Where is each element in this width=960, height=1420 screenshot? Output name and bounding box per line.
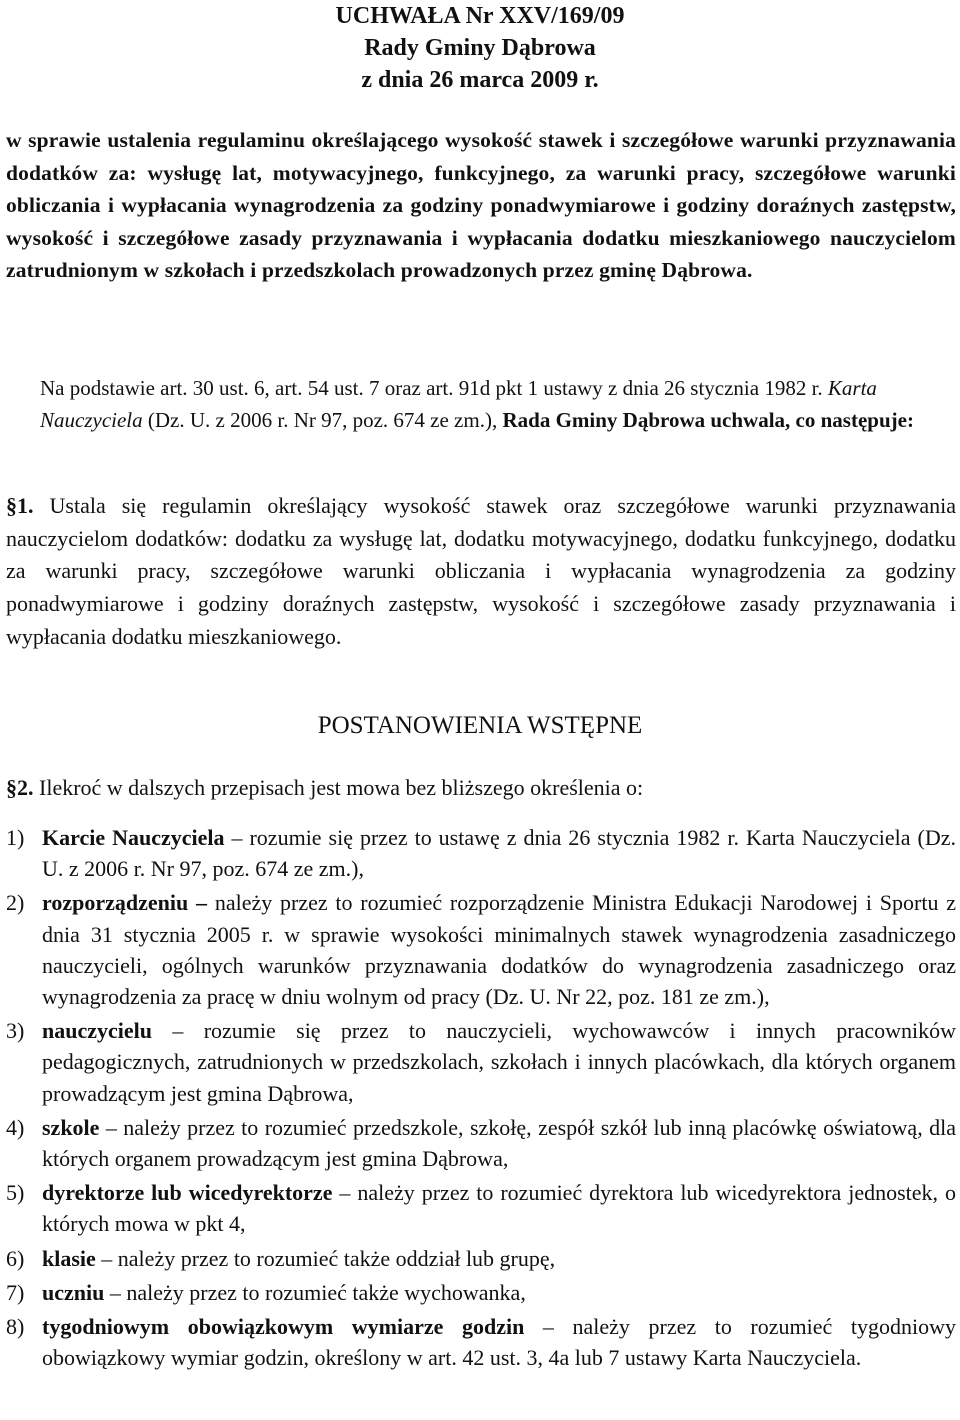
council-name: Rady Gminy Dąbrowa	[364, 35, 596, 61]
definition-text: – należy przez to rozumieć także wychowanka,	[104, 1279, 526, 1305]
list-item-number: 2)	[6, 890, 25, 916]
paragraph-1	[6, 490, 956, 654]
list-item	[6, 1177, 956, 1239]
list-item-number: 5)	[6, 1180, 25, 1206]
definition-text: – należy przez to rozumieć dyrektora lub wicedyrektora jednostek, o których mowa w pkt 4,	[42, 1180, 957, 1237]
definition-term: klasie	[42, 1245, 96, 1271]
document-header	[0, 0, 960, 96]
legal-basis-part2: (Dz. U. z 2006 r. Nr 97, poz. 674 ze zm.),	[142, 408, 503, 432]
definition-text: – należy przez to rozumieć przedszkole, szkołę, zespół szkół lub inną placówkę oświatową, dla których organem prowadzącym jest gmina Dąbrowa,	[42, 1114, 956, 1172]
definition-text: – rozumie się przez to nauczycieli, wychowawców i innych pracowników pedagogicznych, zatrudnionych w przedszkolach, szkołach i innych placówkach, dla których organem prowadzącym jest gmina Dąbrowa,	[42, 1018, 956, 1106]
definition-text: należy przez to rozumieć rozporządzenie Ministra Edukacji Narodowej i Sportu z dnia 31 stycznia 2005 r. w sprawie wysokości minimalnych stawek wynagrodzenia zasadniczego nauczycieli, ogólnych warunków przyznawania dodatków do wynagrodzenia zasadniczego oraz wynagrodzenia za pracę w dniu wolnym od pracy (Dz. U. Nr 22, poz. 181 ze zm.),	[42, 890, 956, 1010]
definition-text: – należy przez to rozumieć tygodniowy obowiązkowy wymiar godzin, określony w art. 42 ust. 3, 4a lub 7 ustawy Karta Nauczyciela.	[42, 1314, 956, 1371]
list-item-number: 3)	[6, 1018, 25, 1044]
list-item	[6, 1277, 956, 1308]
legal-basis-part1: Na podstawie art. 30 ust. 6, art. 54 ust. 7 oraz art. 91d pkt 1 ustawy z dnia 26 stycznia 1982 r.	[40, 376, 828, 400]
definition-term: uczniu	[42, 1279, 105, 1305]
list-item-number: 7)	[6, 1279, 25, 1305]
list-item	[6, 1015, 956, 1109]
list-item-body	[42, 1015, 956, 1109]
resolution-title: UCHWAŁA Nr XXV/169/09	[335, 3, 625, 29]
definitions-list	[6, 822, 956, 1376]
list-item-number: 4)	[6, 1114, 25, 1140]
resolution-subject: w sprawie ustalenia regulaminu określającego wysokość stawek i szczegółowe warunki przyznawania dodatków za: wysługę lat, motywacyjnego, funkcyjnego, za warunki pracy, szczegółowe warunki obliczania i wypłacania wynagrodzenia za godziny ponadwymiarowe i godziny doraźnych zastępstw, wysokość i szczegółowe zasady przyznawania i wypłacania dodatku mieszkaniowego nauczycielom zatrudnionym w szkołach i przedszkolach prowadzonych przez gminę Dąbrowa.	[6, 128, 956, 282]
definition-term: dyrektorze lub wicedyrektorze	[42, 1180, 333, 1206]
list-item	[6, 822, 956, 884]
list-item	[6, 887, 956, 1012]
paragraph-2-text: Ilekroć w dalszych przepisach jest mowa bez bliższego określenia o:	[33, 775, 644, 800]
paragraph-1-text: Ustala się regulamin określający wysokość stawek oraz szczegółowe warunki przyznawania nauczycielom dodatków: dodatku za wysługę lat, dodatku motywacyjnego, dodatku funkcyjnego, dodatku za warunki pracy, szczegółowe warunki obliczania i wypłacania wynagrodzenia za godziny ponadwymiarowe i godziny doraźnych zastępstw, wysokość i szczegółowe zasady przyznawania i wypłacania dodatku mieszkaniowego.	[6, 493, 956, 649]
list-item-body	[42, 822, 956, 884]
definition-term: Karcie Nauczyciela	[42, 825, 225, 850]
paragraph-2-number: §2.	[6, 775, 34, 800]
list-item-body	[42, 1311, 956, 1373]
definition-term: nauczycielu	[42, 1018, 152, 1044]
council-decides: Rada Gminy Dąbrowa uchwala, co następuje:	[502, 408, 914, 432]
list-item-number: 8)	[6, 1314, 25, 1340]
resolution-date: z dnia 26 marca 2009 r.	[361, 67, 599, 93]
list-item	[6, 1243, 956, 1274]
legal-basis	[6, 372, 956, 436]
act-name: Karta Nauczyciela	[40, 376, 877, 432]
list-item	[6, 1112, 956, 1174]
definition-text: – należy przez to rozumieć także oddział lub grupę,	[95, 1245, 556, 1271]
list-item-body	[42, 1277, 956, 1308]
list-item-body	[42, 1177, 956, 1239]
definition-term: szkole	[42, 1114, 100, 1140]
definition-term: tygodniowym obowiązkowym wymiarze godzin	[42, 1314, 525, 1340]
list-item-number: 6)	[6, 1245, 25, 1271]
definition-term: rozporządzeniu –	[42, 890, 208, 916]
legal-basis-text	[6, 372, 956, 436]
section-title: POSTANOWIENIA WSTĘPNE	[317, 712, 643, 739]
list-item	[6, 1311, 956, 1373]
list-item-body	[42, 1243, 956, 1274]
paragraph-1-number: §1.	[6, 493, 34, 518]
list-item-body	[42, 887, 956, 1012]
definition-text: – rozumie się przez to ustawę z dnia 26 stycznia 1982 r. Karta Nauczyciela (Dz. U. z 2006 r. Nr 97, poz. 674 ze zm.),	[42, 825, 956, 882]
list-item-body	[42, 1112, 956, 1174]
paragraph-2	[6, 772, 956, 804]
list-item-number: 1)	[6, 825, 25, 850]
